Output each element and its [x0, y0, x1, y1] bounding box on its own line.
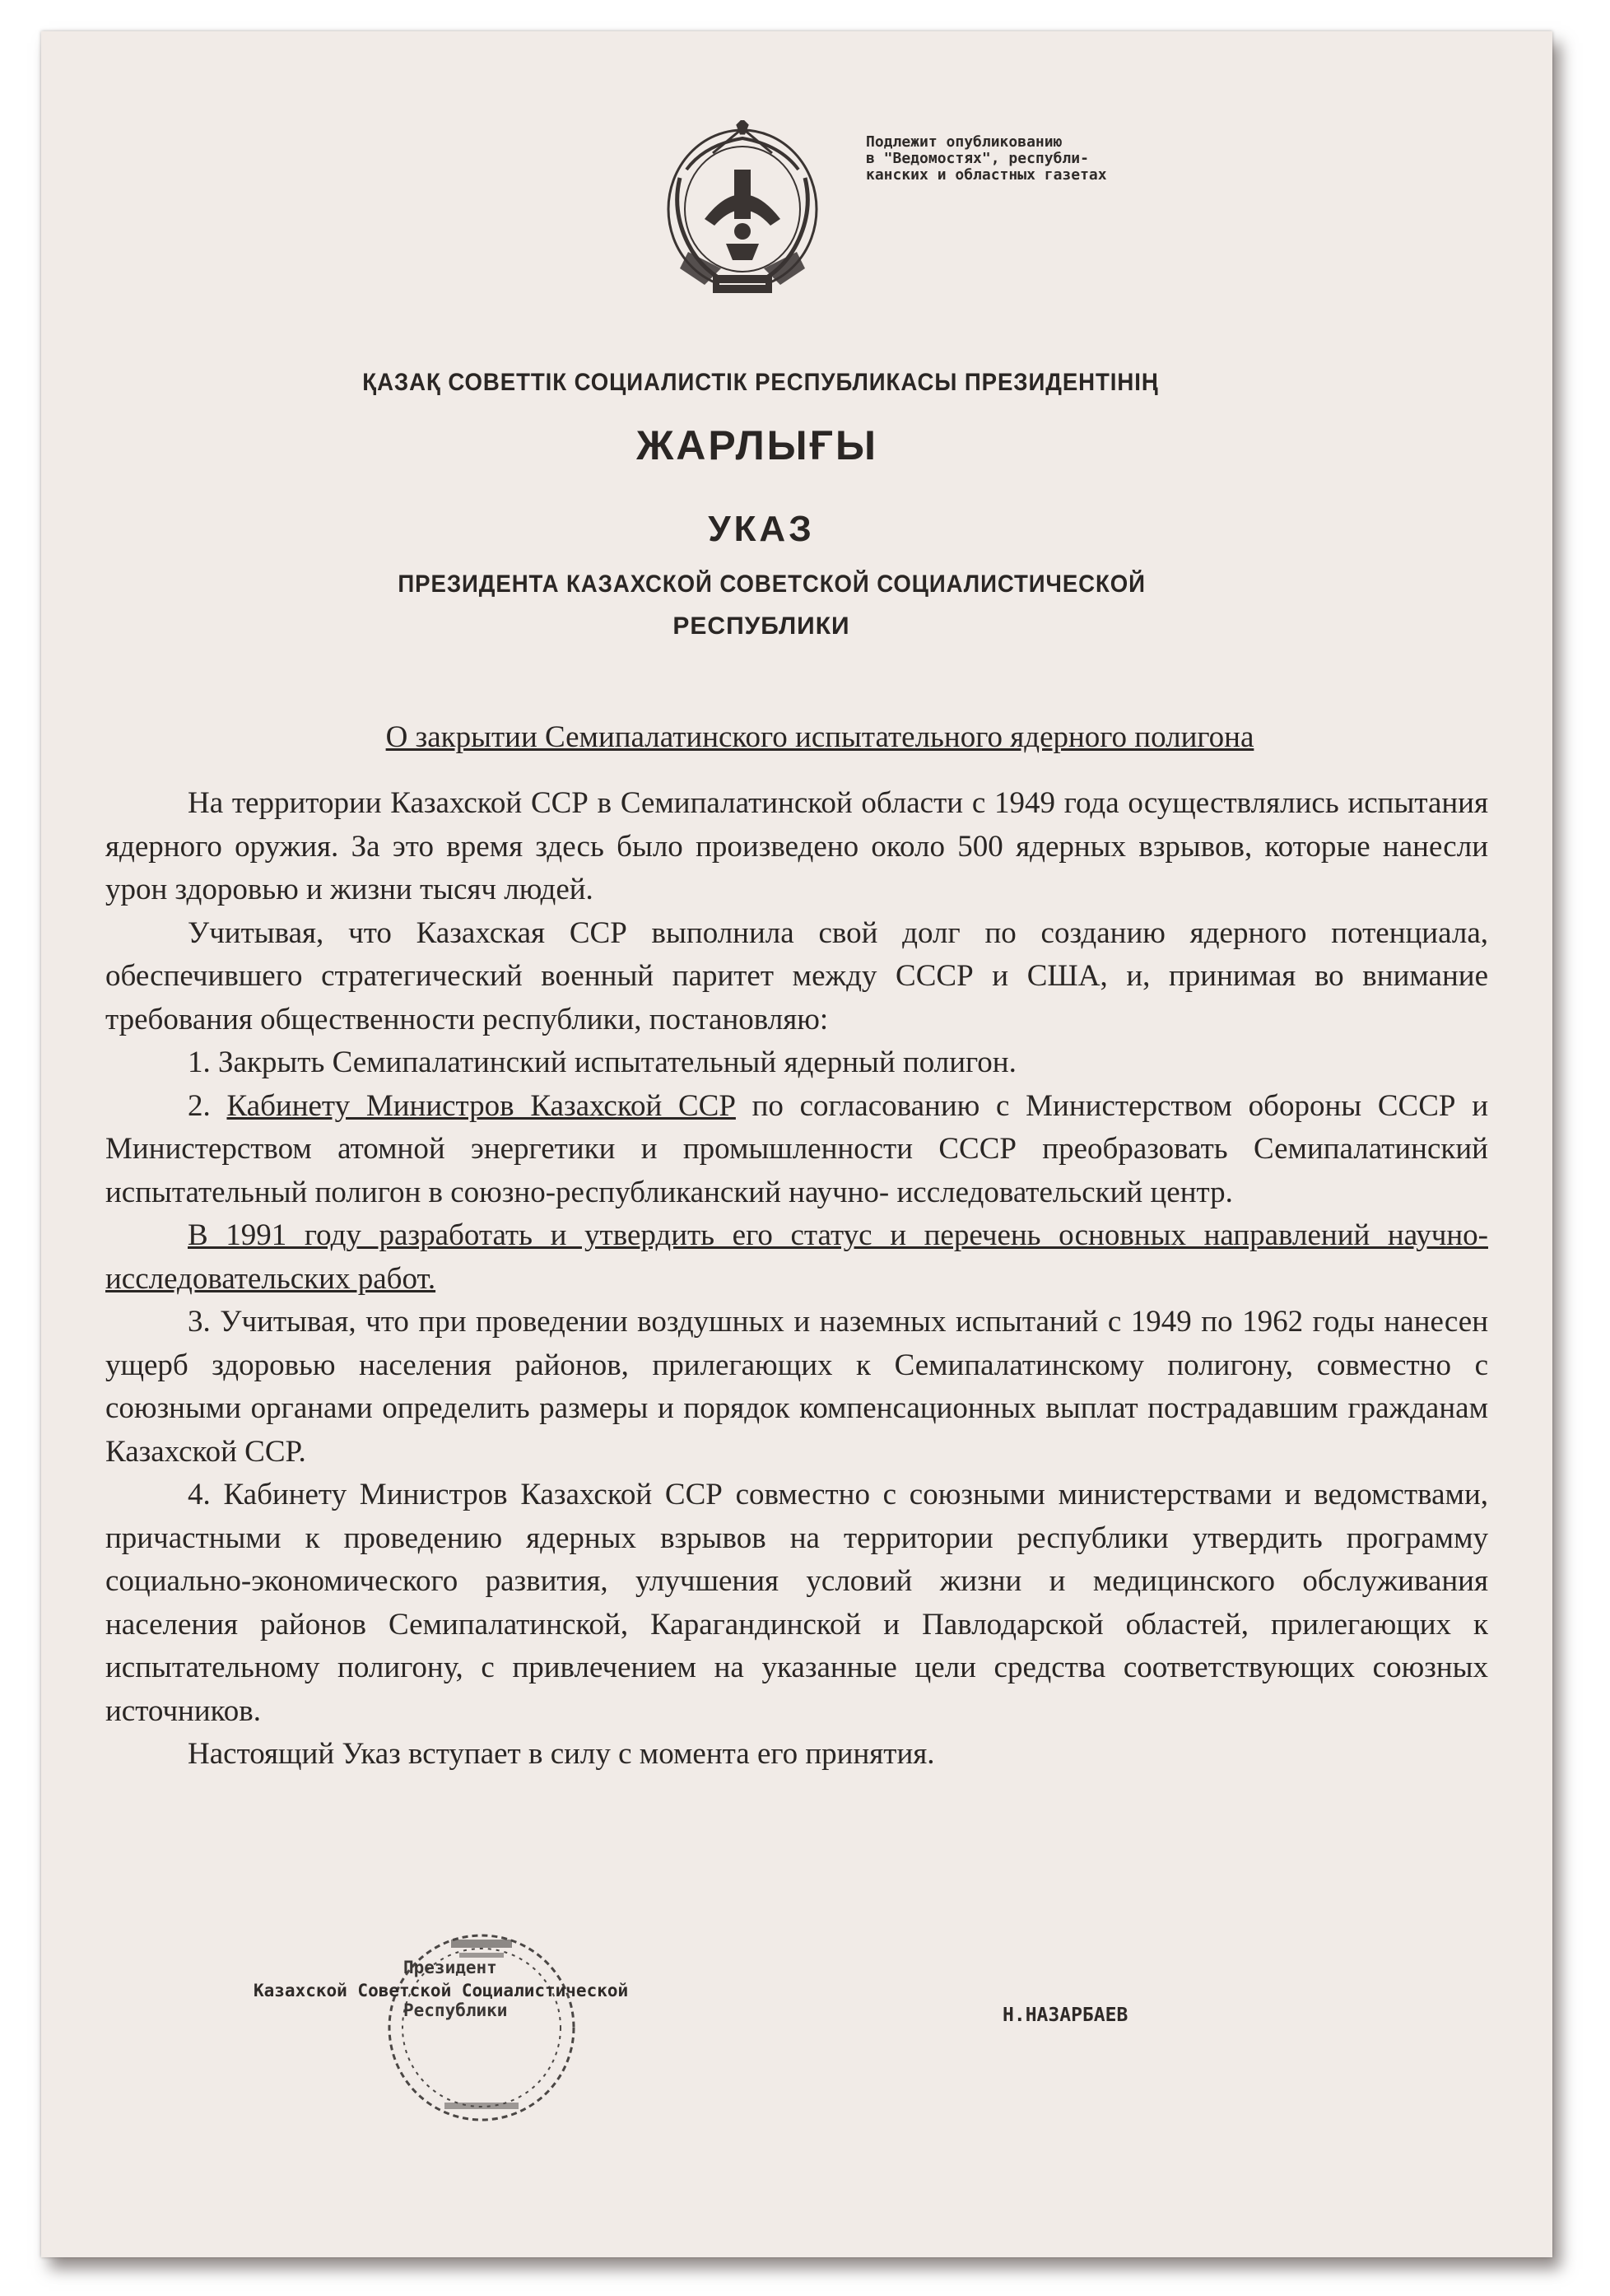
- russian-heading-line-1: ПРЕЗИДЕНТА КАЗАХСКОЙ СОВЕТСКОЙ СОЦИАЛИСТИЧЕСКОЙ: [398, 571, 1146, 598]
- kazakh-heading-line: ҚАЗАҚ СОВЕТТІК СОЦИАЛИСТІК РЕСПУБЛИКАСЫ ПРЕЗИДЕНТІНІҢ: [362, 369, 1159, 396]
- paragraph-item-1: 1. Закрыть Семипалатинский испытательный ядерный полигон.: [188, 1046, 1017, 1079]
- signatory-title-line-2: Казахской Советской Социалистической: [254, 1981, 629, 2000]
- paragraph-intro: На территории Казахской ССР в Семипалатинской области с 1949 года осуществлялись испытания ядерного оружия. За это время здесь было произведено около 500 ядерных взрывов, которые нанесли урон здоровью и жизни тысяч людей.: [105, 786, 1488, 906]
- document-content: [41, 31, 1552, 2257]
- publication-note-line: в "Ведомостях", республи-: [866, 150, 1089, 167]
- paragraph-item-4: 4. Кабинету Министров Казахской ССР совместно с союзными министерствами и ведомствами, причастными к проведению ядерных взрывов на территории республики утвердить программу социально-экономического развития, улучшения условий жизни и медицинского обслуживания населения районов Семипалатинской, Карагандинской и Павлодарской областей, прилегающих к испытательному полигону, с привлечением на указанные цели средства соответствующих союзных источников.: [105, 1478, 1488, 1728]
- paragraph-1991-plan: В 1991 году разработать и утвердить его статус и перечень основных направлений научно-исследовательских работ.: [105, 1218, 1488, 1296]
- paragraph-considering: Учитывая, что Казахская ССР выполнила свой долг по созданию ядерного потенциала, обеспечившего стратегический военный паритет между СССР и США, и, принимая во внимание требования общественности республики, постановляю:: [105, 915, 1488, 1036]
- document-page: [41, 31, 1552, 2257]
- signatory-name: Н.НАЗАРБАЕВ: [1003, 2005, 1128, 2026]
- paragraph-item-2: [105, 1085, 1488, 1215]
- publication-note-line: канских и областных газетах: [866, 166, 1107, 184]
- official-seal-icon: [379, 1925, 584, 2131]
- russian-heading-line-2: РЕСПУБЛИКИ: [672, 612, 850, 640]
- russian-title: УКАЗ: [708, 509, 815, 549]
- item-2-number: 2.: [188, 1088, 227, 1123]
- decree-subject: О закрытии Семипалатинского испытательного ядерного полигона: [385, 720, 1254, 754]
- paragraph-effective: Настоящий Указ вступает в силу с момента его принятия.: [188, 1737, 935, 1771]
- item-2-underlined: Кабинету Министров Казахской ССР: [226, 1088, 736, 1123]
- signatory-title-block: [403, 1958, 568, 1977]
- publication-note-line: Подлежит опубликованию: [866, 133, 1063, 151]
- item-2-rest: по согласованию с Министерством обороны СССР и Министерством атомной энергетики и промышленности СССР преобразовать Семипалатинский испытательный полигон в союзно-республиканский научно- исследовательский центр.: [105, 1088, 1489, 1209]
- publication-note: [866, 134, 1228, 184]
- signatory-title-line-1: Президент: [403, 1958, 497, 1977]
- kazakh-title: ЖАРЛЫҒЫ: [636, 422, 878, 468]
- decree-body: [105, 782, 1488, 1777]
- signatory-title-line-3: Республики: [403, 2000, 508, 2020]
- paragraph-item-3: 3. Учитывая, что при проведении воздушных и наземных испытаний с 1949 по 1962 годы нанесен ущерб здоровью населения районов, прилегающих к Семипалатинскому полигону, совместно с союзными органами определить размеры и порядок компенсационных выплат пострадавшим гражданам Казахской ССР.: [105, 1305, 1488, 1469]
- state-emblem-icon: [655, 120, 830, 305]
- signatory-title-block-3: [403, 2000, 568, 2020]
